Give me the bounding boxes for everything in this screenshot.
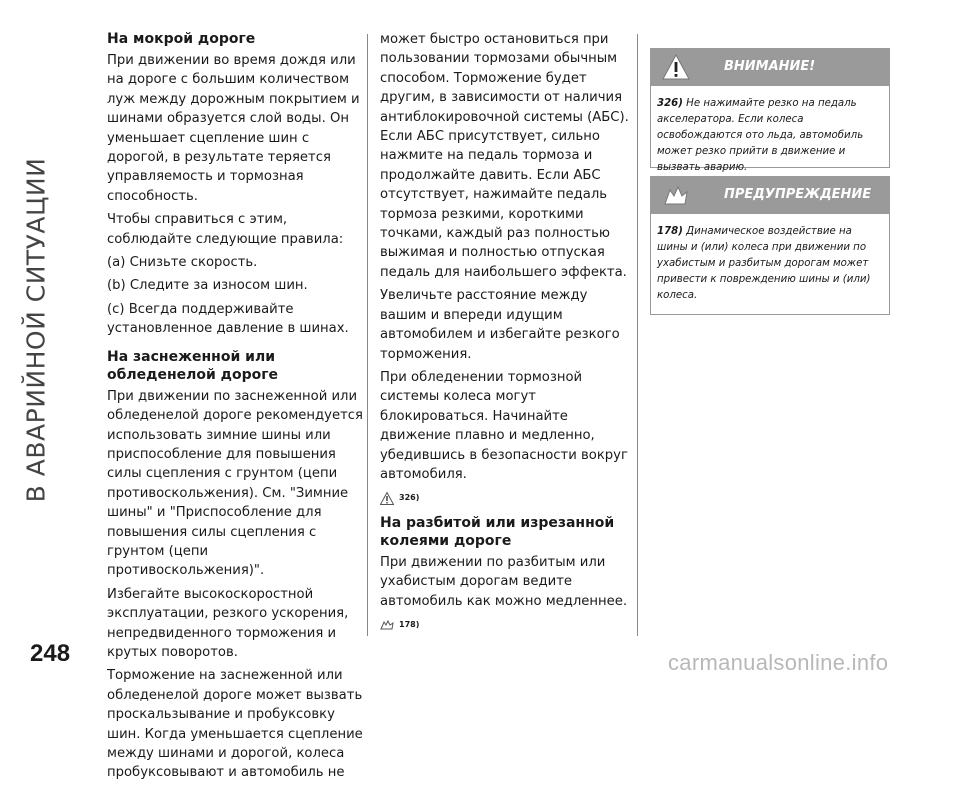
caution-hand-icon — [662, 182, 690, 208]
watermark: carmanualsonline.info — [668, 650, 889, 675]
reference-number: 178) — [399, 619, 420, 629]
warning-box — [650, 86, 890, 173]
column-divider-2 — [637, 34, 638, 636]
list-item: (a) Снизьте скорость. — [107, 255, 258, 271]
warning-triangle-icon — [662, 54, 690, 80]
caution-text: Динамическое воздействие на шины и (или) колеса при движении по ухабистым и разбитым дорогам может привести к повреждению шины и (или) колеса. — [657, 226, 871, 301]
paragraph: При обледенении тормозной системы колеса могут блокироваться. Начинайте движение плавно и медленно, убедившись в безопасности вокруг автомобиля. — [380, 369, 628, 482]
section-title-wet-road: На мокрой дороге — [107, 31, 256, 47]
warning-title: ВНИМАНИЕ! — [724, 59, 816, 74]
paragraph: При движении по разбитым или ухабистым дорогам ведите автомобиль как можно медленнее. — [380, 554, 628, 609]
caution-box — [650, 214, 890, 315]
paragraph: При движении во время дождя или на дороге с большим количеством луж между дорожным покрытием и шинами образуется слой воды. Он уменьшает сцепление шин с дорогой, в результате теряется управляемость и тормозная способность. — [107, 53, 360, 204]
caution-reference[interactable] — [380, 615, 634, 634]
warning-number: 326) — [657, 98, 683, 109]
warning-triangle-icon — [380, 492, 394, 505]
paragraph: Избегайте высокоскоростной эксплуатации, резкого ускорения, непредвиденного торможения и крутых поворотов. — [107, 586, 349, 660]
column-1 — [107, 30, 369, 787]
reference-number: 326) — [399, 493, 420, 503]
section-title-rough-road: На разбитой или изрезанной колеями дороге — [380, 514, 615, 549]
warning-banner — [650, 48, 890, 86]
list-item: (c) Всегда поддерживайте установленное давление в шинах. — [107, 301, 349, 337]
section-title-snow-road: На заснеженной или обледенелой дороге — [107, 348, 279, 383]
paragraph: При движении по заснеженной или обледенелой дороге рекомендуется использовать зимние шины или приспособление для повышения силы сцепления с грунтом (цепи противоскольжения). См. "Зимние шины" и "Приспособление для повышения силы сцепления с грунтом (цепи противоскольжения)". — [107, 388, 363, 579]
paragraph: может быстро остановиться при пользовании тормозами обычным способом. Торможение будет другим, в зависимости от наличия антиблокировочной системы (АБС). Если АБС присутствует, сильно нажмите на педаль тормоза и продолжайте давить. Если АБС отсутствует, нажимайте педаль тормоза резкими, короткими точками, каждый раз полностью выжимая и полностью отпуская педаль для наибольшего эффекта. — [380, 32, 629, 280]
caution-title: ПРЕДУПРЕЖДЕНИЕ — [724, 187, 872, 202]
paragraph: Увеличьте расстояние между вашим и впереди идущим автомобилем и избегайте резкого торможения. — [380, 288, 620, 362]
warning-reference[interactable] — [380, 488, 634, 507]
caution-hand-icon — [380, 619, 394, 631]
chapter-side-title: В АВАРИЙНОЙ СИТУАЦИИ — [21, 157, 51, 503]
caution-banner — [650, 176, 890, 214]
paragraph: Чтобы справиться с этим, соблюдайте следующие правила: — [107, 212, 344, 247]
page-number: 248 — [30, 640, 71, 667]
column-2 — [380, 30, 634, 640]
warning-text: Не нажимайте резко на педаль акселератора. Если колеса освобождаются ото льда, автомобиль может резко прийти в движение и вызвать аварию. — [657, 98, 864, 173]
list-item: (b) Следите за износом шин. — [107, 278, 308, 294]
paragraph: Торможение на заснеженной или обледенелой дороге может вызвать проскальзывание и пробуксовку шин. Когда уменьшается сцепление между шинами и дорогой, колеса пробуксовывают и автомобиль не — [107, 668, 363, 781]
caution-number: 178) — [657, 226, 683, 237]
